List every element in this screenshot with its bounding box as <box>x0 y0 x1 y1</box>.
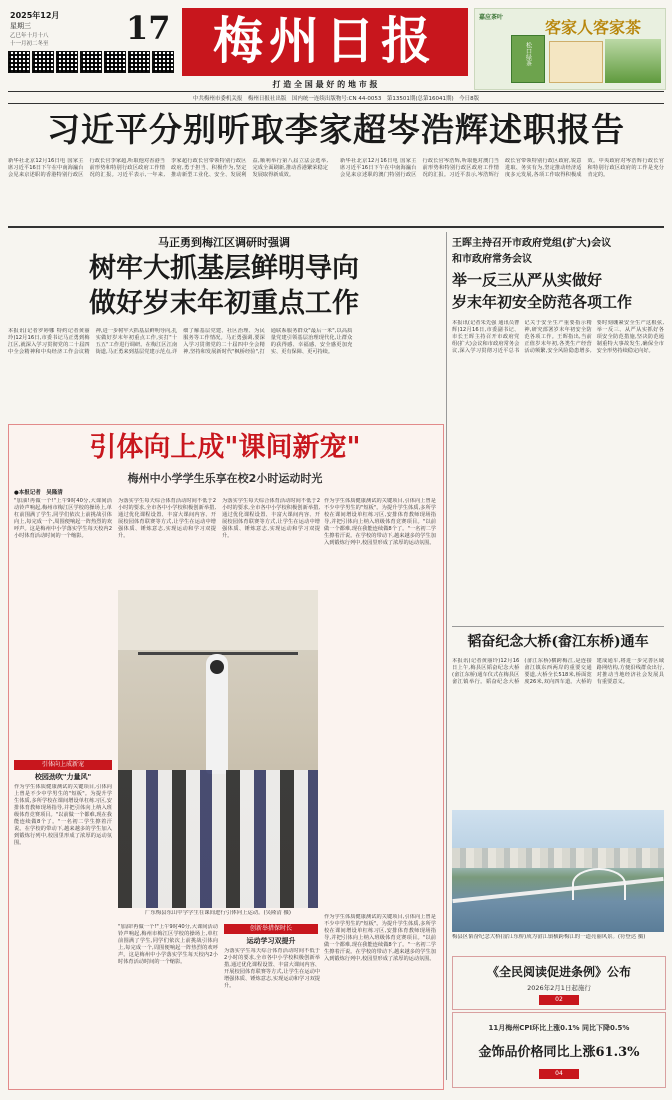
feature-subhead-2: 校园劲吹"力量风" <box>34 773 92 781</box>
promo-1-title: 《全民阅读促进条例》公布 <box>486 965 631 979</box>
date-day-number: 17 <box>126 9 171 47</box>
feature-photo-caption: 广东梅县东山中学学生在课间进行引体向上运动。(吴隆清 摄) <box>144 910 292 916</box>
feature-column-3: 为落实学生每天综合体育活动时间不低于2小时的要求,全市各中小学校积极创新举措,通过优化课程设置、丰富大课间内容、开展校园体育联赛等方式,让学生在运动中增强体质、锤炼意志,实现运动和学习双提升。 <box>222 498 320 539</box>
qr-code-2 <box>32 51 54 73</box>
feature-subhead-4: 运动学习双提升 <box>246 937 296 945</box>
ad-product-box <box>511 35 545 83</box>
photo-crowd <box>118 770 318 908</box>
lead-headline: 习近平分别听取李家超岑浩辉述职报告 <box>47 110 625 149</box>
story2-body: 本报讯(记者朱先强 通讯员曹辉)12月16日,市委副书记、市长王晖主持召开市政府党组(扩大)会议和市政府常务会议,深入学习贯彻习近平总书记关于安全生产重要指示精神,研究部署岁末年初安全防范各项工作。王晖指出,当前正值岁末年初,各类生产经营活动频繁,安全风险隐患增多,要时刻绷紧安全生产这根弦,举一反三、从严从实抓好各项安全防范措施,坚决防范遏制重特大事故发生,确保全市安全形势持续稳定向好。 <box>452 320 664 354</box>
bridge-buildings <box>452 848 664 868</box>
bridge-arch <box>572 868 626 900</box>
story3-rule <box>452 626 664 627</box>
vertical-divider <box>446 232 447 1080</box>
date-weekday: 星期三 <box>10 22 31 30</box>
promo-1-sub: 2026年2月1日起施行 <box>527 984 591 992</box>
story1-kicker: 马正勇到梅江区调研时强调 <box>158 236 290 249</box>
feature-title: 引体向上成"课间新宠" <box>89 432 361 463</box>
promo-2-page: 04 <box>539 1069 579 1079</box>
date-lunar-1: 乙巳年十月十八 <box>10 33 49 39</box>
feature-photo <box>118 590 318 908</box>
story1-title-line1: 树牢大抓基层鲜明导向 <box>89 253 359 284</box>
feature-subhead-3: 创新举措保时长 <box>224 924 318 934</box>
publication-info: 中共梅州市委机关报 梅州日报社出版 国内统一连续出版物号:CN 44-0053 第13501期(总第16041期) 今日8版 <box>192 96 480 102</box>
masthead-rule <box>8 91 664 92</box>
ad-title: 客家人客家茶 <box>545 18 642 37</box>
ad-tea-field <box>605 39 661 83</box>
date-year-month: 2025年12月 <box>10 11 60 20</box>
story3-body: 本报讯(记者黄丽玲)12月16日上午,梅县区韬奋纪念大桥(畲江东桥)通车仪式在梅县区畲江镇举行。韬奋纪念大桥(畲江东桥)横跨梅江,是连接畲江镇东西两岸的重要交通要道,大桥全长518米,桥面宽度26米,双向四车道。大桥的建成通车,将进一步完善区域路网结构,方便沿线群众出行,对推动当地经济社会发展具有重要意义。 <box>452 658 664 685</box>
qr-code-5 <box>104 51 126 73</box>
promo-1-page: 02 <box>539 995 579 1005</box>
feature-column-4: 作为学生体质健康测试的关键项目,引体向上曾是不少中学男生的"短板"。为提升学生体质,多所学校在课间增设单杠练习区,安排体育教师现场指导,并把引体向上纳入班级体育竞赛项目。"以前做一个都难,现在我能连续做8个了。"一名初二学生擦着汗说。在学校的带动下,越来越多的学生加入到锻炼行列中,校园里形成了浓厚的运动氛围。 <box>324 498 436 546</box>
feature-bottom-left: "加油!再做一个!"上午9时40分,大课间活动铃声响起,梅州市梅江区学校的操场上,单杠前围满了学生,同学们依次上前挑战引体向上,每完成一个,周围便响起一阵热烈的欢呼声。这是梅州中小学落实学生每天校内2小时体育活动时间的一个缩影。 <box>118 924 218 965</box>
bridge-photo-caption: 梅县区韬奋纪念大桥(畲江东桥)成为畲江镇横跨梅江的一道亮丽风景。(符登达 摄) <box>452 934 646 940</box>
story2-title-line3: 举一反三从严从实做好 <box>452 271 603 289</box>
feature-intro: "加油!再做一个!"上午9时40分,大课间活动铃声响起,梅州市梅江区学校的操场上,单杠前围满了学生,同学们依次上前挑战引体向上,每完成一个,周围便响起一阵热烈的欢呼声。这是梅州中小学落实学生每天校内2小时体育活动时间的一个缩影。 <box>14 498 112 539</box>
masthead-title: 梅州日报 <box>213 11 437 70</box>
feature-byline: ●本报记者 吴隆清 <box>14 490 63 496</box>
promo-2-sub: 金饰品价格同比上涨61.3% <box>478 1045 640 1060</box>
bridge-photo <box>452 810 664 932</box>
headline-rule <box>8 226 664 228</box>
masthead-slogan: 打 造 全 国 最 好 的 地 市 报 <box>272 80 378 89</box>
feature-bottom-right: 作为学生体质健康测试的关键项目,引体向上曾是不少中学男生的"短板"。为提升学生体质,多所学校在课间增设单杠练习区,安排体育教师现场指导,并把引体向上纳入班级体育竞赛项目。"以前做一个都难,现在我能连续做8个了。"一名初二学生擦着汗说。在学校的带动下,越来越多的学生加入到锻炼行列中,校园里形成了浓厚的运动氛围。 <box>324 914 436 962</box>
date-block <box>8 8 176 66</box>
qr-code-4 <box>80 51 102 73</box>
feature-column-2: 为落实学生每天综合体育活动时间不低于2小时的要求,全市各中小学校积极创新举措,通过优化课程设置、丰富大课间内容、开展校园体育联赛等方式,让学生在运动中增强体质、锤炼意志,实现运动和学习双提升。 <box>118 498 216 539</box>
info-rule <box>8 103 664 104</box>
qr-code-3 <box>56 51 78 73</box>
ad-product-label: 松口绿茶 <box>524 42 532 66</box>
story2-title-line1: 王晖主持召开市政府党组(扩大)会议 <box>452 238 612 249</box>
photo-student-head <box>210 660 224 674</box>
story1-body: 本报讯(记者罗婷娜 特约记者黄丽玲)12月16日,市委书记马正勇到梅江区,就深入学习贯彻党的二十届四中全会精神和中央经济工作会议精神,进一步树牢大抓基层鲜明导向,扎实做好岁末年初重点工作,实打"十五五"工作进行调研。在梅江区江南街道,马正勇来到基层党建示范点,详细了解基层党建、社区治理、为民服务等工作情况。马正勇强调,要深入学习贯彻党的二十届四中全会精神,坚持和发展新时代"枫桥经验",打通联系服务群众"最后一米",以高质量党建引领基层治理现代化,让群众的获得感、幸福感、安全感更加充实、更有保障、更可持续。 <box>8 328 353 355</box>
feature-bottom-mid: 为落实学生每天综合体育活动时间不低于2小时的要求,全市各中小学校积极创新举措,通过优化课程设置、丰富大课间内容、开展校园体育联赛等方式,让学生在运动中增强体质、锤炼意志,实现运动和学习双提升。 <box>224 948 320 989</box>
ad-product-box-2 <box>549 41 603 83</box>
story1-title-line2: 做好岁末年初重点工作 <box>89 288 359 319</box>
ad-logo: 嘉应茶叶 <box>479 14 504 21</box>
feature-subhead-1: 引体向上成新宠 <box>14 760 112 770</box>
qr-code-6 <box>128 51 150 73</box>
feature-body-1: 作为学生体质健康测试的关键项目,引体向上曾是不少中学男生的"短板"。为提升学生体质,多所学校在课间增设单杠练习区,安排体育教师现场指导,并把引体向上纳入班级体育竞赛项目。"以前做一个都难,现在我能连续做8个了。"一名初二学生擦着汗说。在学校的带动下,越来越多的学生加入到锻炼行列中,校园里形成了浓厚的运动氛围。 <box>14 784 112 846</box>
qr-code-1 <box>8 51 30 73</box>
story3-title: 韬奋纪念大桥(畲江东桥)通车 <box>467 634 649 650</box>
lead-story-hk: 新华社北京12月16日电 国家主席习近平16日下午在中南海瀛台会见来京述职的香港特别行政区行政长官李家超,听取他对香港当前形势和特别行政区政府工作情况的汇报。习近平表示,一年来,李家超行政长官带领特别行政区政府,勇于担当、积极作为,坚定推动新型工业化、安全、发展利益,顺利举行第八届立法会选举,完成全面刷新,推动香港繁荣稳定发展取得新成效。 <box>8 158 328 178</box>
date-lunar-2: 十一月初二冬至 <box>10 41 49 47</box>
feature-subtitle: 梅州中小学学生乐享在校2小时运动时光 <box>127 472 323 485</box>
promo-box-2[interactable] <box>452 1012 666 1088</box>
lead-story-macao: 新华社北京12月16日电 国家主席习近平16日下午在中南海瀛台会见来京述职的澳门特别行政区行政长官岑浩辉,听取他对澳门当前形势和特别行政区政府工作情况的汇报。习近平表示,岑浩辉行政长官带领特别行政区政府,锐意进取、务实有为,坚定推动经济适度多元发展,各项工作取得积极成效。中央政府对岑浩辉行政长官和特别行政区政府的工作是充分肯定的。 <box>340 158 664 178</box>
promo-2-title: 11月梅州CPI环比上涨0.1% 同比下降0.5% <box>488 1024 630 1032</box>
promo-box-1[interactable] <box>452 956 666 1010</box>
story2-title-line4: 岁末年初安全防范各项工作 <box>452 293 633 311</box>
bridge-deck <box>452 877 663 903</box>
story2-title-line2: 和市政府常务会议 <box>452 254 532 265</box>
photo-ceiling <box>118 590 318 650</box>
qr-code-7 <box>152 51 174 73</box>
ad-banner <box>474 8 666 90</box>
